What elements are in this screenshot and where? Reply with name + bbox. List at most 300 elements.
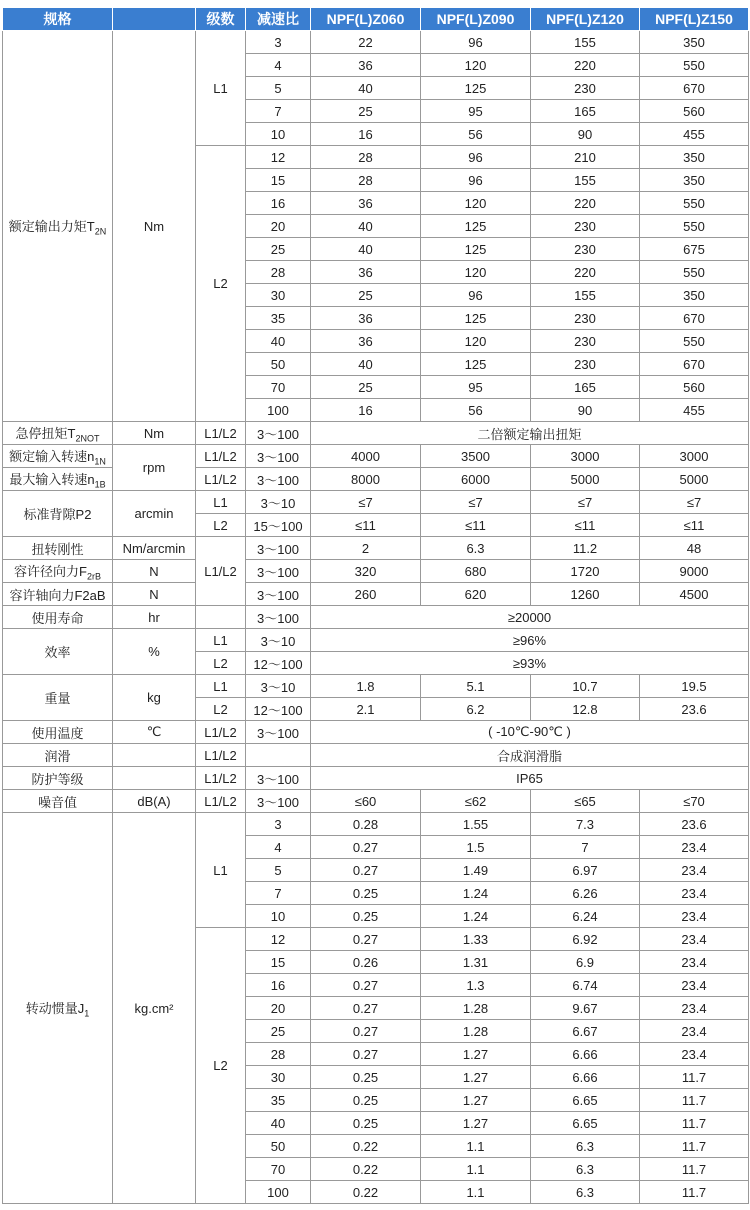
table-row	[3, 537, 749, 560]
value-cell: 0.25	[311, 1112, 421, 1135]
stage-cell: L2	[196, 698, 246, 721]
value-cell: 40	[311, 215, 421, 238]
value-cell: ≤11	[531, 514, 640, 537]
table-row	[3, 31, 749, 54]
value-cell: 56	[421, 399, 531, 422]
value-cell: ≥20000	[311, 606, 749, 629]
value-cell: 23.4	[640, 1043, 749, 1066]
value-cell: 7.3	[531, 813, 640, 836]
ratio-cell: 15	[246, 169, 311, 192]
ratio-cell: 3～100	[246, 767, 311, 790]
value-cell: 6.2	[421, 698, 531, 721]
table-row	[3, 445, 749, 468]
ratio-cell: 4	[246, 54, 311, 77]
value-cell: 620	[421, 583, 531, 606]
value-cell: 550	[640, 215, 749, 238]
noise-label: 噪音值	[3, 790, 113, 813]
value-cell: 36	[311, 261, 421, 284]
value-cell: 6.9	[531, 951, 640, 974]
stage-cell: L2	[196, 514, 246, 537]
value-cell: 4000	[311, 445, 421, 468]
value-cell: 2.1	[311, 698, 421, 721]
protection-label: 防护等级	[3, 767, 113, 790]
value-cell: 1.27	[421, 1066, 531, 1089]
ratio-cell: 3	[246, 813, 311, 836]
value-cell: ≤7	[421, 491, 531, 514]
value-cell: ≤62	[421, 790, 531, 813]
ratio-cell: 25	[246, 1020, 311, 1043]
value-cell: 0.27	[311, 1020, 421, 1043]
ratio-cell: 3～10	[246, 629, 311, 652]
speed-unit: rpm	[113, 445, 196, 491]
value-cell: 0.22	[311, 1158, 421, 1181]
value-cell: 96	[421, 146, 531, 169]
ratio-cell: 7	[246, 100, 311, 123]
value-cell: 670	[640, 353, 749, 376]
ratio-cell: 50	[246, 1135, 311, 1158]
value-cell: 320	[311, 560, 421, 583]
value-cell: 6.26	[531, 882, 640, 905]
radial-unit: N	[113, 560, 196, 583]
axial-label: 容许轴向力F2aB	[3, 583, 113, 606]
ratio-cell: 16	[246, 192, 311, 215]
ratio-cell: 5	[246, 859, 311, 882]
value-cell: 350	[640, 169, 749, 192]
stage-cell: L2	[196, 652, 246, 675]
value-cell: 6.66	[531, 1043, 640, 1066]
value-cell: 6.3	[531, 1135, 640, 1158]
temperature-unit: ℃	[113, 721, 196, 744]
value-cell: 125	[421, 307, 531, 330]
ratio-cell: 3～100	[246, 445, 311, 468]
value-cell: ≤70	[640, 790, 749, 813]
lubrication-label: 润滑	[3, 744, 113, 767]
value-cell: 3000	[531, 445, 640, 468]
value-cell: 11.7	[640, 1066, 749, 1089]
ratio-cell: 12	[246, 928, 311, 951]
stage-cell: L1	[196, 491, 246, 514]
value-cell: 165	[531, 100, 640, 123]
value-cell: 550	[640, 261, 749, 284]
value-cell: 10.7	[531, 675, 640, 698]
value-cell: 0.27	[311, 836, 421, 859]
value-cell: 96	[421, 169, 531, 192]
value-cell: 350	[640, 284, 749, 307]
value-cell: 6.65	[531, 1112, 640, 1135]
value-cell: 155	[531, 169, 640, 192]
value-cell: ≤11	[421, 514, 531, 537]
value-cell: 96	[421, 31, 531, 54]
ratio-cell: 3～10	[246, 675, 311, 698]
ratio-cell: 100	[246, 399, 311, 422]
value-cell: 3500	[421, 445, 531, 468]
ratio-cell: 3～100	[246, 560, 311, 583]
value-cell: 5000	[640, 468, 749, 491]
ratio-cell: 7	[246, 882, 311, 905]
ratio-cell: 20	[246, 997, 311, 1020]
value-cell: 260	[311, 583, 421, 606]
value-cell: 125	[421, 238, 531, 261]
value-cell: 19.5	[640, 675, 749, 698]
backlash-label: 标准背隙P2	[3, 491, 113, 537]
value-cell: 155	[531, 31, 640, 54]
table-row	[3, 583, 749, 606]
value-cell: 23.4	[640, 928, 749, 951]
ratio-cell: 35	[246, 1089, 311, 1112]
value-cell: 550	[640, 192, 749, 215]
life-label: 使用寿命	[3, 606, 113, 629]
value-cell: 125	[421, 353, 531, 376]
ratio-cell: 40	[246, 1112, 311, 1135]
table-header	[3, 8, 749, 31]
ratio-cell: 10	[246, 123, 311, 146]
value-cell: 36	[311, 54, 421, 77]
stiffness-unit: Nm/arcmin	[113, 537, 196, 560]
value-cell: 0.27	[311, 1043, 421, 1066]
value-cell: 11.7	[640, 1158, 749, 1181]
ratio-cell: 3～10	[246, 491, 311, 514]
radial-label: 容许径向力$F_{2rB}$	[3, 560, 113, 583]
table-row	[3, 790, 749, 813]
lubrication-unit	[113, 744, 196, 767]
ratio-cell: 30	[246, 284, 311, 307]
noise-unit: dB(A)	[113, 790, 196, 813]
backlash-unit: arcmin	[113, 491, 196, 537]
value-cell: 560	[640, 376, 749, 399]
stage-cell: L2	[196, 928, 246, 1204]
stage-cell: L1/L2	[196, 721, 246, 744]
value-cell: 36	[311, 307, 421, 330]
value-cell: 0.27	[311, 859, 421, 882]
value-cell: 210	[531, 146, 640, 169]
value-cell: 1.28	[421, 1020, 531, 1043]
value-cell: 12.8	[531, 698, 640, 721]
value-cell: 36	[311, 330, 421, 353]
value-cell: 40	[311, 77, 421, 100]
value-cell: 23.4	[640, 997, 749, 1020]
table-body	[3, 31, 749, 1204]
ratio-cell: 50	[246, 353, 311, 376]
value-cell: 6.24	[531, 905, 640, 928]
value-cell: 120	[421, 330, 531, 353]
torque-unit: Nm	[113, 31, 196, 422]
ratio-cell: 12～100	[246, 698, 311, 721]
value-cell: 90	[531, 399, 640, 422]
value-cell: 1.24	[421, 905, 531, 928]
value-cell: 670	[640, 307, 749, 330]
stage-cell: L1/L2	[196, 744, 246, 767]
ratio-cell: 3～100	[246, 721, 311, 744]
value-cell: 550	[640, 54, 749, 77]
stage-cell: L1	[196, 629, 246, 652]
value-cell: 230	[531, 307, 640, 330]
value-cell: 9000	[640, 560, 749, 583]
value-cell: 125	[421, 215, 531, 238]
header-cell: 减速比	[246, 8, 311, 31]
header-cell: NPF(L)Z090	[421, 8, 531, 31]
ratio-cell: 28	[246, 1043, 311, 1066]
value-cell: ≤11	[311, 514, 421, 537]
value-cell: 6.3	[531, 1158, 640, 1181]
value-cell: 675	[640, 238, 749, 261]
value-cell: 2	[311, 537, 421, 560]
value-cell: 6.3	[421, 537, 531, 560]
value-cell: 96	[421, 284, 531, 307]
max-speed-label: 最大输入转速$n_{1B}$	[3, 468, 113, 491]
ratio-cell: 15	[246, 951, 311, 974]
value-cell: 0.25	[311, 1066, 421, 1089]
table-row	[3, 491, 749, 514]
value-cell: 6.97	[531, 859, 640, 882]
value-cell: 23.6	[640, 698, 749, 721]
ratio-cell: 3	[246, 31, 311, 54]
ratio-cell: 70	[246, 1158, 311, 1181]
ratio-cell: 25	[246, 238, 311, 261]
value-cell: 455	[640, 123, 749, 146]
ratio-cell: 70	[246, 376, 311, 399]
value-cell: ≤11	[640, 514, 749, 537]
value-cell: ≤7	[640, 491, 749, 514]
value-cell: 1.24	[421, 882, 531, 905]
value-cell: 7	[531, 836, 640, 859]
weight-unit: kg	[113, 675, 196, 721]
value-cell: 1.1	[421, 1135, 531, 1158]
stage-cell: L1/L2	[196, 537, 246, 606]
value-cell: 4500	[640, 583, 749, 606]
value-cell: 0.27	[311, 928, 421, 951]
stiffness-label: 扭转刚性	[3, 537, 113, 560]
table-row	[3, 675, 749, 698]
value-cell: 120	[421, 54, 531, 77]
value-cell: 1.3	[421, 974, 531, 997]
value-cell: 9.67	[531, 997, 640, 1020]
header-cell: 规格	[3, 8, 113, 31]
ratio-cell: 3～100	[246, 422, 311, 445]
value-cell: 11.7	[640, 1181, 749, 1204]
value-cell: ≤65	[531, 790, 640, 813]
value-cell: 3000	[640, 445, 749, 468]
value-cell: ≤7	[531, 491, 640, 514]
axial-unit: N	[113, 583, 196, 606]
value-cell: 40	[311, 353, 421, 376]
spec-table	[2, 7, 749, 1204]
value-cell: 22	[311, 31, 421, 54]
value-cell: 0.22	[311, 1135, 421, 1158]
value-cell: 48	[640, 537, 749, 560]
ratio-cell: 12～100	[246, 652, 311, 675]
value-cell: 1.49	[421, 859, 531, 882]
stage-cell: L1/L2	[196, 790, 246, 813]
value-cell: 120	[421, 261, 531, 284]
value-cell: 6.92	[531, 928, 640, 951]
value-cell: 11.7	[640, 1135, 749, 1158]
value-cell: 6.3	[531, 1181, 640, 1204]
stage-cell: L2	[196, 146, 246, 422]
value-cell: 0.27	[311, 974, 421, 997]
value-cell: 11.7	[640, 1089, 749, 1112]
ratio-cell: 35	[246, 307, 311, 330]
table-row	[3, 813, 749, 836]
header-cell: NPF(L)Z150	[640, 8, 749, 31]
ratio-cell: 20	[246, 215, 311, 238]
value-cell: 1720	[531, 560, 640, 583]
value-cell: 1.28	[421, 997, 531, 1020]
value-cell: 1.31	[421, 951, 531, 974]
inertia-unit: kg.cm²	[113, 813, 196, 1204]
table-row	[3, 767, 749, 790]
value-cell: 56	[421, 123, 531, 146]
value-cell: 0.25	[311, 1089, 421, 1112]
value-cell: 220	[531, 192, 640, 215]
estop-label: 急停扭矩$T_{2NOT}$	[3, 422, 113, 445]
value-cell: 1.8	[311, 675, 421, 698]
value-cell: 680	[421, 560, 531, 583]
value-cell: 25	[311, 376, 421, 399]
value-cell: 350	[640, 31, 749, 54]
value-cell: 25	[311, 100, 421, 123]
ratio-cell: 4	[246, 836, 311, 859]
efficiency-unit: %	[113, 629, 196, 675]
ratio-cell: 5	[246, 77, 311, 100]
weight-label: 重量	[3, 675, 113, 721]
value-cell: 36	[311, 192, 421, 215]
value-cell: 95	[421, 100, 531, 123]
stage-cell: L1/L2	[196, 445, 246, 468]
value-cell: 6.66	[531, 1066, 640, 1089]
value-cell: 455	[640, 399, 749, 422]
value-cell: 23.4	[640, 836, 749, 859]
value-cell: 120	[421, 192, 531, 215]
ratio-cell: 3～100	[246, 606, 311, 629]
value-cell: 11.2	[531, 537, 640, 560]
ratio-cell: 3～100	[246, 583, 311, 606]
value-cell: 0.25	[311, 905, 421, 928]
life-unit: hr	[113, 606, 196, 629]
value-cell: 165	[531, 376, 640, 399]
value-cell: 0.28	[311, 813, 421, 836]
efficiency-label: 效率	[3, 629, 113, 675]
ratio-cell: 12	[246, 146, 311, 169]
value-cell: 11.7	[640, 1112, 749, 1135]
stage-cell: L1/L2	[196, 422, 246, 445]
ratio-cell: 10	[246, 905, 311, 928]
value-cell: 155	[531, 284, 640, 307]
value-cell: 1.27	[421, 1112, 531, 1135]
value-cell: 23.4	[640, 951, 749, 974]
stage-cell	[196, 606, 246, 629]
protection-unit	[113, 767, 196, 790]
value-cell: 1.5	[421, 836, 531, 859]
value-cell: 350	[640, 146, 749, 169]
value-cell: 1260	[531, 583, 640, 606]
stage-cell: L1/L2	[196, 468, 246, 491]
header-cell	[113, 8, 196, 31]
estop-unit: Nm	[113, 422, 196, 445]
stage-cell: L1	[196, 675, 246, 698]
value-cell: 670	[640, 77, 749, 100]
value-cell: 95	[421, 376, 531, 399]
value-cell: ≥93%	[311, 652, 749, 675]
value-cell: 230	[531, 353, 640, 376]
value-cell: 550	[640, 330, 749, 353]
value-cell: 6.65	[531, 1089, 640, 1112]
value-cell: 28	[311, 146, 421, 169]
value-cell: 230	[531, 238, 640, 261]
value-cell: 1.1	[421, 1158, 531, 1181]
value-cell: 0.27	[311, 997, 421, 1020]
value-cell: ≤60	[311, 790, 421, 813]
value-cell: 230	[531, 77, 640, 100]
value-cell: ( -10℃-90℃ )	[311, 721, 749, 744]
value-cell: 0.25	[311, 882, 421, 905]
value-cell: 6.67	[531, 1020, 640, 1043]
ratio-cell	[246, 744, 311, 767]
header-cell: NPF(L)Z060	[311, 8, 421, 31]
table-row	[3, 422, 749, 445]
ratio-cell: 28	[246, 261, 311, 284]
value-cell: 23.6	[640, 813, 749, 836]
value-cell: 28	[311, 169, 421, 192]
value-cell: 23.4	[640, 859, 749, 882]
value-cell: 23.4	[640, 882, 749, 905]
ratio-cell: 15～100	[246, 514, 311, 537]
rated-speed-label: 额定输入转速$n_{1N}$	[3, 445, 113, 468]
value-cell: IP65	[311, 767, 749, 790]
table-row	[3, 560, 749, 583]
value-cell: 1.1	[421, 1181, 531, 1204]
stage-cell: L1	[196, 813, 246, 928]
stage-cell: L1	[196, 31, 246, 146]
value-cell: 6.74	[531, 974, 640, 997]
ratio-cell: 3～100	[246, 468, 311, 491]
value-cell: 23.4	[640, 1020, 749, 1043]
table-row	[3, 606, 749, 629]
value-cell: 5.1	[421, 675, 531, 698]
value-cell: 230	[531, 330, 640, 353]
value-cell: 560	[640, 100, 749, 123]
value-cell: 25	[311, 284, 421, 307]
stage-cell: L1/L2	[196, 767, 246, 790]
value-cell: 125	[421, 77, 531, 100]
ratio-cell: 30	[246, 1066, 311, 1089]
ratio-cell: 100	[246, 1181, 311, 1204]
value-cell: ≥96%	[311, 629, 749, 652]
ratio-cell: 3～100	[246, 790, 311, 813]
table-row	[3, 721, 749, 744]
value-cell: ≤7	[311, 491, 421, 514]
header-cell: NPF(L)Z120	[531, 8, 640, 31]
value-cell: 90	[531, 123, 640, 146]
value-cell: 23.4	[640, 974, 749, 997]
value-cell: 40	[311, 238, 421, 261]
temperature-label: 使用温度	[3, 721, 113, 744]
value-cell: 二倍额定输出扭矩	[311, 422, 749, 445]
value-cell: 0.22	[311, 1181, 421, 1204]
ratio-cell: 3～100	[246, 537, 311, 560]
value-cell: 220	[531, 54, 640, 77]
value-cell: 合成润滑脂	[311, 744, 749, 767]
value-cell: 1.55	[421, 813, 531, 836]
torque-label: 额定输出力矩$T_{2N}$	[3, 31, 113, 422]
header-cell: 级数	[196, 8, 246, 31]
value-cell: 5000	[531, 468, 640, 491]
table-row	[3, 744, 749, 767]
value-cell: 8000	[311, 468, 421, 491]
value-cell: 220	[531, 261, 640, 284]
value-cell: 0.26	[311, 951, 421, 974]
value-cell: 230	[531, 215, 640, 238]
value-cell: 23.4	[640, 905, 749, 928]
